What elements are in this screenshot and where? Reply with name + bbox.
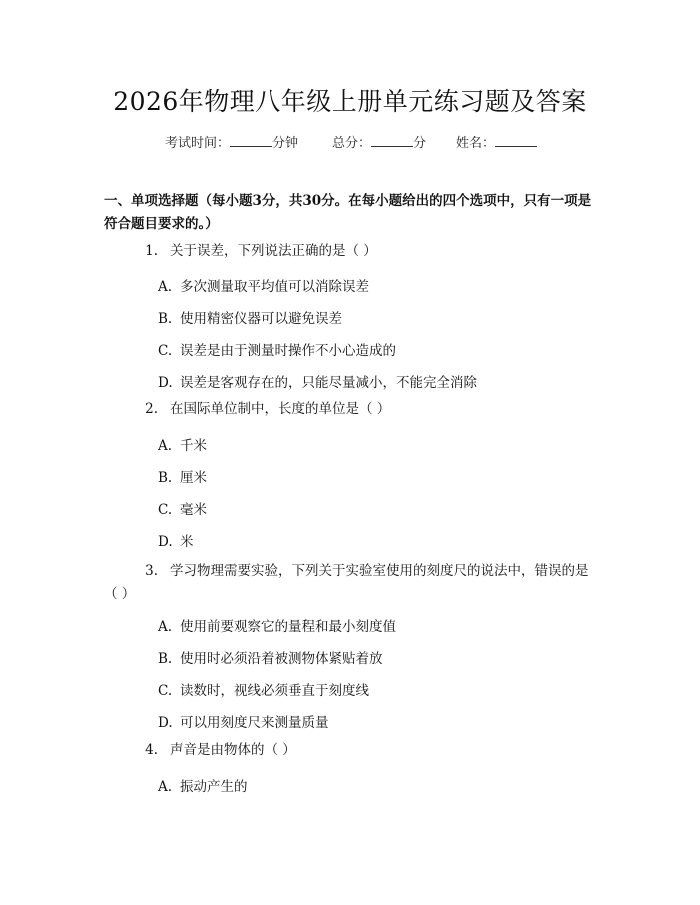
option [158,498,207,518]
question-1 [104,240,598,263]
option-text: 千米 [180,438,207,454]
score-blank [371,134,413,147]
option-letter: D. [158,715,173,731]
option-text: 毫米 [180,502,207,518]
option [158,711,329,731]
section-heading: 一、单项选择题（每小题3分，共30分。在每小题给出的四个选项中，只有一项是符合题目要求的。） [104,193,592,232]
question-number: 4. [145,742,158,758]
option-text: 可以用刻度尺来测量质量 [180,715,329,731]
option-text: 误差是由于测量时操作不小心造成的 [180,343,396,359]
name-label: 姓名： [456,136,496,151]
option-text: 米 [180,534,194,550]
option-letter: C. [158,343,173,359]
time-blank [230,134,272,147]
option-text: 读数时，视线必须垂直于刻度线 [180,683,369,699]
option-letter: C. [158,683,173,699]
time-unit: 分钟 [272,136,299,151]
option [158,775,248,795]
option-text: 误差是客观存在的，只能尽量减小，不能完全消除 [180,375,477,391]
question-4 [104,739,598,762]
option-letter: A. [158,779,173,795]
question-text: 在国际单位制中，长度的单位是（ ） [170,401,391,417]
option-letter: A. [158,619,173,635]
option-letter: D. [158,375,173,391]
option [158,530,194,550]
option-letter: A. [158,438,173,454]
option-text: 振动产生的 [180,779,248,795]
name-field [456,132,537,151]
option [158,679,369,699]
document-title: 2026年物理八年级上册单元练习题及答案 [113,87,587,116]
option [158,307,342,327]
question-text: 声音是由物体的（ ） [170,742,296,758]
option [158,647,383,667]
option-letter: B. [158,311,173,327]
score-label: 总分： [332,136,372,151]
option-text: 多次测量取平均值可以消除误差 [180,279,369,295]
question-number: 2. [145,401,158,417]
option-letter: C. [158,502,173,518]
option [158,371,477,391]
option-text: 使用前要观察它的量程和最小刻度值 [180,619,396,635]
question-number: 3. [145,563,158,579]
option [158,615,396,635]
time-label: 考试时间： [165,136,231,151]
option-letter: B. [158,651,173,667]
option [158,339,396,359]
option-text: 使用时必须沿着被测物体紧贴着放 [180,651,383,667]
score-field [332,132,426,151]
name-blank [495,134,537,147]
option-text: 厘米 [180,470,207,486]
option [158,275,369,295]
option [158,434,207,454]
score-unit: 分 [413,136,427,151]
option-letter: D. [158,534,173,550]
question-3 [104,560,598,606]
option [158,466,207,486]
option-letter: B. [158,470,173,486]
question-text: 关于误差，下列说法正确的是（ ） [170,243,377,259]
option-text: 使用精密仪器可以避免误差 [180,311,342,327]
time-field [165,132,298,151]
option-letter: A. [158,279,173,295]
question-2 [104,398,598,421]
question-number: 1. [145,243,158,259]
question-text: 学习物理需要实验，下列关于实验室使用的刻度尺的说法中，错误的是（ ） [104,563,589,602]
